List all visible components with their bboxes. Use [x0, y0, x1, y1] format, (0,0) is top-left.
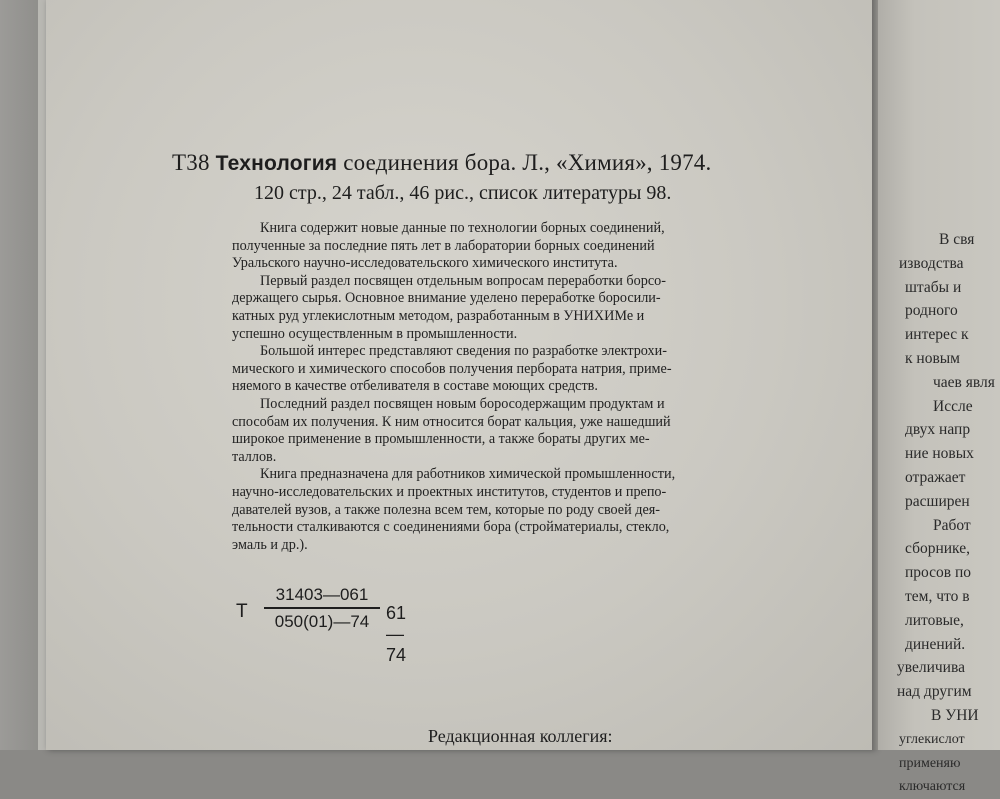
abstract-paragraph — [232, 343, 852, 396]
facing-page-line: двух напр — [905, 421, 971, 439]
facing-page-line: ние новых — [905, 445, 974, 463]
facing-page-line: к новым — [905, 349, 960, 367]
catalog-index: Т38 — [172, 150, 210, 175]
facing-page-line: отражает — [905, 468, 966, 486]
catalog-code-suffix: 61—74 — [386, 603, 407, 665]
book-title-bold: Технология — [215, 152, 338, 175]
abstract-line: держащего сырья. Основное внимание уделено переработке боросили- — [232, 290, 661, 307]
abstract-line: полученные за последние пять лет в лаборатории борных соединений — [232, 237, 655, 254]
facing-page-line: чаев явля — [933, 373, 995, 391]
abstract-line: Последний раздел посвящен новым боросодержащим продуктам и — [260, 395, 665, 412]
facing-page-line: просов по — [905, 564, 972, 582]
catalog-code-numerator: 31403—061 — [264, 585, 380, 609]
facing-page-line: Работ — [933, 516, 971, 534]
facing-page-line: динений. — [905, 635, 966, 653]
facing-page-line: изводства — [899, 254, 964, 272]
bibliographic-heading — [172, 150, 711, 176]
abstract-line: Большой интерес представляют сведения по разработке электрохи- — [260, 343, 667, 360]
facing-page-line: ключаются — [899, 779, 966, 795]
abstract-line: таллов. — [232, 448, 277, 465]
facing-page-line: увеличива — [897, 659, 965, 677]
facing-page-line: интерес к — [905, 326, 969, 344]
facing-page-line: сборнике, — [905, 540, 970, 558]
editorial-board-heading: Редакционная коллегия: — [428, 726, 613, 746]
facing-page-line: Иссле — [933, 397, 973, 415]
facing-page-line: расширен — [905, 492, 970, 510]
facing-page-line: литовые, — [905, 611, 964, 629]
facing-page-line: штабы и — [905, 278, 962, 296]
abstract-line: Первый раздел посвящен отдельным вопросам переработки борсо- — [260, 272, 666, 289]
abstract-line: катных руд углекислотным методом, разработанным в УНИХИМе и — [232, 307, 645, 324]
catalog-code-fraction — [264, 585, 380, 632]
facing-page-line: углекислот — [899, 731, 965, 747]
abstract-line: тельности сталкиваются с соединениями бора (стройматериалы, стекло, — [232, 519, 670, 536]
facing-page-line: В свя — [939, 231, 975, 248]
abstract-paragraph — [232, 273, 852, 343]
abstract-line: Уральского научно-исследовательского химического института. — [232, 255, 618, 272]
facing-page-line: родного — [905, 302, 958, 320]
book-title-rest: соединения бора. Л., «Химия», 1974. — [343, 150, 712, 175]
abstract-line: Книга предназначена для работников химической промышленности, — [260, 466, 676, 483]
abstract-line: мического и химического способов получения пербората натрия, приме- — [232, 360, 672, 377]
facing-page-line: над другим — [897, 683, 972, 701]
catalog-code-letter: Т — [236, 601, 248, 622]
facing-page-line: тем, что в — [905, 587, 970, 605]
book-abstract — [232, 220, 852, 554]
abstract-line: успешно осуществленным в промышленности. — [232, 325, 518, 342]
abstract-paragraph — [232, 220, 852, 273]
facing-page-text — [897, 228, 995, 799]
abstract-line: давателей вузов, а также полезна всем тем, которые по роду своей дея- — [232, 501, 661, 518]
abstract-line: широкое применение в промышленности, а также бораты других ме- — [232, 431, 650, 448]
abstract-paragraph — [232, 396, 852, 466]
abstract-line: научно-исследовательских и проектных институтов, студентов и препо- — [232, 483, 667, 500]
facing-page-line: применяю — [899, 755, 961, 771]
abstract-line: способам их получения. К ним относится борат кальция, уже нашедший — [232, 413, 671, 430]
abstract-line: Книга содержит новые данные по технологии борных соединений, — [260, 220, 665, 236]
abstract-paragraph — [232, 466, 852, 554]
catalog-code-denominator: 050(01)—74 — [274, 612, 370, 631]
abstract-line: няемого в качестве отбеливателя в составе моющих средств. — [232, 378, 598, 395]
abstract-line: эмаль и др.). — [232, 536, 308, 553]
facing-page-line: В УНИ — [931, 706, 979, 724]
bibliographic-details: 120 стр., 24 табл., 46 рис., список литературы 98. — [254, 182, 672, 204]
